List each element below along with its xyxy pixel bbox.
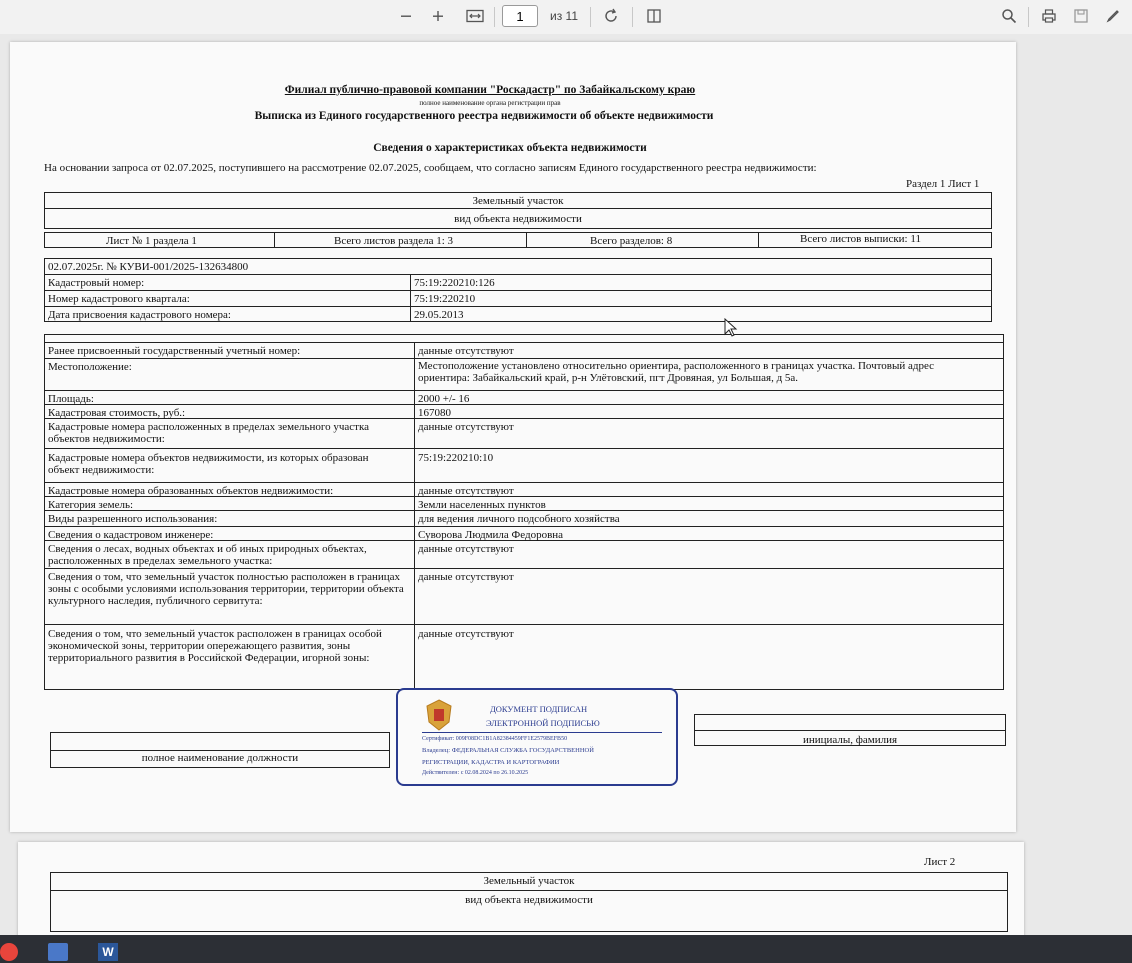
row-label: Сведения о том, что земельный участок расположен в границах особой экономической зоны, территории опережающего развития, зоны территориального развития в Российской Федерации, игорной зоны:: [48, 628, 382, 664]
zoom-out-button[interactable]: [396, 5, 416, 27]
word-icon[interactable]: W: [98, 943, 118, 961]
doc-title: Выписка из Единого государственного реестра недвижимости об объекте недвижимости: [254, 110, 714, 122]
row-label: Кадастровые номера расположенных в пределах земельного участка объектов недвижимости:: [48, 421, 370, 445]
floppy-disk-icon: [1073, 8, 1089, 24]
object-type-2: Земельный участок: [483, 875, 575, 887]
cadastral-value: 167080: [418, 407, 451, 419]
row-label: Площадь:: [48, 393, 94, 405]
digital-signature-stamp: [396, 688, 678, 786]
sheets-total: Всего листов выписки: 11: [800, 233, 921, 245]
row-label: Местоположение:: [48, 361, 132, 373]
row-value: данные отсутствуют: [418, 345, 514, 357]
stamp-valid: Действителен: с 02.08.2024 по 26.10.2025: [422, 770, 529, 776]
row-label: Сведения о том, что земельный участок полностью расположен в границах зоны с особыми условиями использования территории, территории объекта культурного наследия, публичного сервитута:: [48, 571, 404, 607]
row-value: данные отсутствуют: [418, 628, 514, 640]
plus-icon: [432, 10, 444, 22]
fit-width-button[interactable]: [464, 5, 486, 27]
mouse-pointer-icon: [724, 318, 738, 338]
intro-text: На основании запроса от 02.07.2025, поступившего на рассмотрение 02.07.2025, сообщаем, что согласно записям Единого государственного реестра недвижимости:: [44, 162, 817, 174]
permitted-use-value: для ведения личного подсобного хозяйства: [418, 513, 620, 525]
document-viewer[interactable]: [0, 34, 1132, 935]
land-category-value: Земли населенных пунктов: [418, 499, 546, 511]
sheet-ref-2: Лист 2: [924, 856, 956, 868]
object-type-caption: вид объекта недвижимости: [454, 213, 582, 225]
position-caption: полное наименование должности: [141, 752, 299, 764]
row-value: 75:19:220210:10: [418, 452, 494, 464]
row-value: данные отсутствуют: [418, 421, 514, 433]
row-label: Ранее присвоенный государственный учетный номер:: [48, 345, 301, 357]
org-caption: полное наименование органа регистрации прав: [419, 99, 561, 107]
section-ref: Раздел 1 Лист 1: [906, 178, 980, 190]
page-total-label: из 11: [550, 9, 578, 23]
stamp-owner2: РЕГИСТРАЦИИ, КАДАСТРА И КАРТОГРАФИИ: [422, 759, 560, 766]
sections-total: Всего разделов: 8: [590, 235, 673, 247]
org-name: Филиал публично-правовой компании "Роскадастр" по Забайкальскому краю: [284, 84, 696, 96]
print-button[interactable]: [1038, 5, 1060, 27]
search-button[interactable]: [998, 5, 1020, 27]
minus-icon: [400, 10, 412, 22]
search-icon: [1001, 8, 1017, 24]
pdf-page-1: [10, 42, 1016, 832]
row-label: Кадастровая стоимость, руб.:: [48, 407, 186, 419]
rotate-icon: [603, 8, 619, 24]
row-value: данные отсутствуют: [418, 571, 514, 583]
row-label: Кадастровые номера объектов недвижимости, из которых образован объект недвижимости:: [48, 452, 369, 476]
page-view-button[interactable]: [643, 5, 665, 27]
draw-icon: [1105, 8, 1121, 24]
chrome-icon[interactable]: [0, 943, 18, 961]
page-number-input[interactable]: [502, 5, 538, 27]
row-label: Сведения о кадастровом инженере:: [48, 529, 214, 541]
assignment-date: 29.05.2013: [414, 309, 464, 321]
pdf-page-2: [18, 842, 1024, 935]
two-page-icon: [646, 8, 662, 24]
printer-icon: [1041, 8, 1057, 24]
engineer-value: Суворова Людмила Федоровна: [418, 529, 564, 541]
pdf-toolbar: [0, 0, 1132, 35]
row-label: Виды разрешенного использования:: [48, 513, 218, 525]
section-title: Сведения о характеристиках объекта недвижимости: [373, 142, 647, 154]
row-value: данные отсутствуют: [418, 485, 514, 497]
header-label: Дата присвоения кадастрового номера:: [48, 309, 231, 321]
doc-number: 02.07.2025г. № КУВИ-001/2025-132634800: [48, 261, 249, 273]
annotate-button[interactable]: [1102, 5, 1124, 27]
area-value: 2000 +/- 16: [418, 393, 470, 405]
location-value: Местоположение установлено относительно ориентира, расположенного в границах участка. Почтовый адрес ориентира: Забайкальский край, р-н Улётовский, пгт Дровяная, ул Большая, д 5а.: [418, 360, 935, 384]
sheets-in-section: Всего листов раздела 1: 3: [334, 235, 454, 247]
rotate-button[interactable]: [600, 5, 622, 27]
name-caption: инициалы, фамилия: [802, 734, 898, 746]
header-label: Номер кадастрового квартала:: [48, 293, 190, 305]
cadastral-number: 75:19:220210:126: [414, 277, 495, 289]
zoom-in-button[interactable]: [428, 5, 448, 27]
row-label: Сведения о лесах, водных объектах и об иных природных объектах, расположенных в пределах земельного участка:: [48, 543, 367, 567]
object-type: Земельный участок: [472, 195, 564, 207]
fit-width-icon: [466, 9, 484, 23]
row-label: Кадастровые номера образованных объектов недвижимости:: [48, 485, 334, 497]
stamp-cert: Сертификат: 009F08DC1B1A82384459FF1E2579BEFB50: [422, 736, 568, 742]
header-label: Кадастровый номер:: [48, 277, 145, 289]
row-label: Категория земель:: [48, 499, 134, 511]
coat-of-arms-icon: [424, 698, 454, 732]
sheet-number: Лист № 1 раздела 1: [106, 235, 197, 247]
save-button[interactable]: [1070, 5, 1092, 27]
cadastral-quarter: 75:19:220210: [414, 293, 476, 305]
save-app-icon[interactable]: [48, 943, 68, 961]
taskbar: [0, 935, 1132, 963]
stamp-line2: ЭЛЕКТРОННОЙ ПОДПИСЬЮ: [486, 718, 600, 728]
row-value: данные отсутствуют: [418, 543, 514, 555]
stamp-owner: Владелец: ФЕДЕРАЛЬНАЯ СЛУЖБА ГОСУДАРСТВЕННОЙ: [422, 747, 594, 754]
stamp-line1: ДОКУМЕНТ ПОДПИСАН: [490, 704, 588, 714]
object-type-caption-2: вид объекта недвижимости: [465, 894, 593, 906]
